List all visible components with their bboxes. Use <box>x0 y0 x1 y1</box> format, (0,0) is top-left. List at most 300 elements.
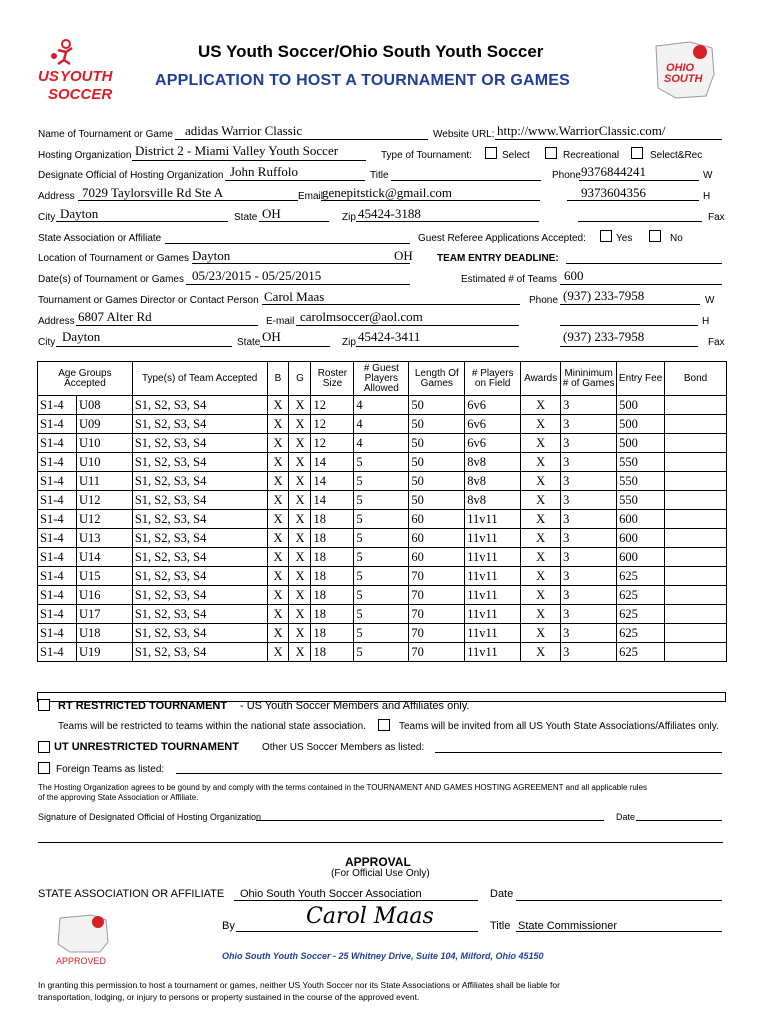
table-cell[interactable]: X <box>521 415 561 434</box>
table-cell[interactable]: X <box>521 643 561 662</box>
estimated-field[interactable]: 600 <box>564 268 584 283</box>
signature-label: Signature of Designated Official of Hosting Organization <box>38 812 261 822</box>
logo-south: SOUTH <box>664 73 703 85</box>
table-cell[interactable]: 11v11 <box>465 548 521 567</box>
table-row <box>38 567 727 586</box>
table-cell[interactable]: X <box>267 567 289 586</box>
table-cell[interactable]: X <box>521 529 561 548</box>
disclaimer-2: transportation, lodging, or injury to persons or property sustained in the course of the approved event. <box>38 992 420 1002</box>
h-label-2: H <box>702 316 710 327</box>
hosting-org-label: Hosting Organization <box>38 150 132 161</box>
table-cell[interactable]: U14 <box>76 548 132 567</box>
table-cell[interactable]: 8v8 <box>465 453 521 472</box>
signature-date-label: Date <box>616 812 636 822</box>
table-cell[interactable]: 600 <box>617 529 665 548</box>
table-cell[interactable]: 18 <box>311 510 354 529</box>
table-cell[interactable]: X <box>289 567 311 586</box>
table-cell[interactable]: S1-4 <box>38 586 77 605</box>
table-cell[interactable]: 5 <box>354 472 409 491</box>
table-cell[interactable]: 50 <box>409 491 465 510</box>
referee-yes-checkbox[interactable] <box>600 230 612 242</box>
table-cell[interactable]: 550 <box>617 491 665 510</box>
rt-desc: - US Youth Soccer Members and Affiliates only. <box>240 700 470 712</box>
dates-label: Date(s) of Tournament or Games <box>38 274 184 285</box>
hosting-org-field[interactable]: District 2 - Miami Valley Youth Soccer <box>135 143 339 158</box>
us-youth-soccer-logo <box>38 38 118 106</box>
director-zip-field[interactable]: 45424-3411 <box>358 329 421 344</box>
table-cell[interactable]: 3 <box>561 586 617 605</box>
address-field[interactable]: 7029 Taylorsville Rd Ste A <box>82 185 224 200</box>
approval-state-field[interactable]: Ohio South Youth Soccer Association <box>240 888 422 900</box>
table-cell[interactable]: X <box>521 586 561 605</box>
table-cell[interactable]: X <box>289 529 311 548</box>
table-cell[interactable] <box>665 434 727 453</box>
col-entry-fee: Entry Fee <box>617 362 665 396</box>
table-cell[interactable]: 600 <box>617 510 665 529</box>
table-cell[interactable]: X <box>289 548 311 567</box>
table-cell[interactable] <box>665 415 727 434</box>
estimated-label: Estimated # of Teams <box>461 274 557 285</box>
table-cell[interactable]: 11v11 <box>465 567 521 586</box>
agreement-text: The Hosting Organization agrees to be gound by and comply with the terms contained in the TOURNAMENT AND GAMES HOSTING AGREEMENT and all applicable rules <box>38 783 648 792</box>
table-cell[interactable]: 5 <box>354 510 409 529</box>
table-cell[interactable]: 5 <box>354 548 409 567</box>
table-cell[interactable]: 3 <box>561 624 617 643</box>
type-select-rec-checkbox[interactable] <box>631 147 643 159</box>
type-select-label: Select <box>502 150 530 161</box>
email-field[interactable]: genepitstick@gmail.com <box>322 185 453 200</box>
table-cell[interactable]: X <box>289 624 311 643</box>
approval-state-label: STATE ASSOCIATION OR AFFILIATE <box>38 888 225 900</box>
table-cell[interactable] <box>665 624 727 643</box>
location-state-field[interactable]: OH <box>394 248 413 263</box>
tournament-name-label: Name of Tournament or Game <box>38 129 173 140</box>
city-field[interactable]: Dayton <box>60 206 99 221</box>
table-cell[interactable]: X <box>521 605 561 624</box>
director-fax-field[interactable]: (937) 233-7958 <box>563 329 645 344</box>
table-cell[interactable]: S1, S2, S3, S4 <box>132 472 267 491</box>
phone-label-2: Phone <box>529 295 558 306</box>
approval-subtitle: (For Official Use Only) <box>331 868 430 879</box>
table-cell[interactable]: 60 <box>409 529 465 548</box>
table-cell[interactable]: 5 <box>354 643 409 662</box>
approved-text: APPROVED <box>56 956 107 966</box>
table-cell[interactable]: S1-4 <box>38 453 77 472</box>
col-length: Length Of Games <box>409 362 465 396</box>
approval-signature: Carol Maas <box>306 904 434 929</box>
table-cell[interactable]: 3 <box>561 491 617 510</box>
table-cell[interactable]: 625 <box>617 567 665 586</box>
table-cell[interactable]: 18 <box>311 529 354 548</box>
table-cell[interactable]: S1, S2, S3, S4 <box>132 453 267 472</box>
table-cell[interactable]: S1-4 <box>38 415 77 434</box>
location-field[interactable]: Dayton <box>192 248 231 263</box>
table-cell[interactable]: U11 <box>76 472 132 491</box>
w-label-2: W <box>705 295 715 306</box>
table-cell[interactable]: 5 <box>354 491 409 510</box>
table-cell[interactable]: X <box>521 567 561 586</box>
fax-label-2: Fax <box>708 337 725 348</box>
table-row <box>38 643 727 662</box>
table-cell[interactable]: X <box>267 396 289 415</box>
table-cell[interactable]: 3 <box>561 415 617 434</box>
table-row <box>38 624 727 643</box>
table-cell[interactable]: U13 <box>76 529 132 548</box>
table-cell[interactable]: X <box>289 586 311 605</box>
director-state-field[interactable]: OH <box>262 329 281 344</box>
table-cell[interactable]: X <box>521 548 561 567</box>
designate-label: Designate Official of Hosting Organization <box>38 170 224 181</box>
table-cell[interactable]: S1-4 <box>38 434 77 453</box>
table-row <box>38 529 727 548</box>
table-cell[interactable] <box>665 453 727 472</box>
table-cell[interactable]: X <box>521 624 561 643</box>
zip-label: Zip <box>342 212 356 223</box>
table-cell[interactable] <box>665 548 727 567</box>
table-cell[interactable]: 3 <box>561 510 617 529</box>
table-cell[interactable]: X <box>521 453 561 472</box>
table-cell[interactable]: 500 <box>617 396 665 415</box>
table-cell[interactable]: 11v11 <box>465 586 521 605</box>
table-cell[interactable]: 12 <box>311 415 354 434</box>
table-cell[interactable]: 12 <box>311 434 354 453</box>
table-cell[interactable]: 18 <box>311 567 354 586</box>
table-cell[interactable]: 60 <box>409 510 465 529</box>
table-cell[interactable]: S1, S2, S3, S4 <box>132 548 267 567</box>
table-cell[interactable]: S1, S2, S3, S4 <box>132 491 267 510</box>
table-cell[interactable]: S1, S2, S3, S4 <box>132 434 267 453</box>
dates-field[interactable]: 05/23/2015 - 05/25/2015 <box>192 268 322 283</box>
table-row <box>38 491 727 510</box>
table-cell[interactable]: S1-4 <box>38 472 77 491</box>
table-cell[interactable]: 50 <box>409 472 465 491</box>
address-label: Address <box>38 191 75 202</box>
table-cell[interactable] <box>665 510 727 529</box>
table-cell[interactable]: 600 <box>617 548 665 567</box>
table-cell[interactable] <box>665 472 727 491</box>
table-cell[interactable]: 11v11 <box>465 624 521 643</box>
table-cell[interactable]: 3 <box>561 643 617 662</box>
table-cell[interactable]: 8v8 <box>465 491 521 510</box>
table-cell[interactable] <box>665 491 727 510</box>
table-cell[interactable] <box>665 567 727 586</box>
table-cell[interactable]: 50 <box>409 396 465 415</box>
website-label: Website URL: <box>433 129 495 140</box>
table-cell[interactable]: 625 <box>617 624 665 643</box>
director-field[interactable]: Carol Maas <box>264 289 325 304</box>
org-title: US Youth Soccer/Ohio South Youth Soccer <box>198 42 544 61</box>
table-cell[interactable]: 70 <box>409 624 465 643</box>
table-cell[interactable]: 3 <box>561 605 617 624</box>
table-cell[interactable]: U10 <box>76 434 132 453</box>
table-cell[interactable]: S1, S2, S3, S4 <box>132 624 267 643</box>
foreign-label: Foreign Teams as listed: <box>56 764 165 775</box>
table-cell[interactable]: X <box>521 510 561 529</box>
type-select-rec-label: Select&Rec <box>650 150 703 161</box>
ut-title: UT UNRESTRICTED TOURNAMENT <box>54 741 239 753</box>
table-cell[interactable]: X <box>267 491 289 510</box>
table-cell[interactable]: X <box>521 396 561 415</box>
table-cell[interactable]: S1-4 <box>38 529 77 548</box>
table-cell[interactable]: X <box>267 605 289 624</box>
table-cell[interactable]: X <box>289 643 311 662</box>
table-cell[interactable]: S1-4 <box>38 567 77 586</box>
designate-field[interactable]: John Ruffolo <box>230 164 299 179</box>
table-row <box>38 510 727 529</box>
table-cell[interactable]: X <box>267 434 289 453</box>
col-guest: # Guest Players Allowed <box>354 362 409 396</box>
table-cell[interactable]: 5 <box>354 624 409 643</box>
type-label: Type of Tournament: <box>381 150 472 161</box>
table-row <box>38 586 727 605</box>
referee-no-label: No <box>670 233 683 244</box>
table-cell[interactable]: X <box>521 491 561 510</box>
table-cell[interactable]: 18 <box>311 643 354 662</box>
age-group-table <box>37 361 727 662</box>
type-recreational-checkbox[interactable] <box>545 147 557 159</box>
table-cell[interactable]: 14 <box>311 453 354 472</box>
table-cell[interactable]: 70 <box>409 586 465 605</box>
table-cell[interactable]: U09 <box>76 415 132 434</box>
table-cell[interactable]: X <box>267 643 289 662</box>
table-cell[interactable]: S1-4 <box>38 624 77 643</box>
table-cell[interactable]: U17 <box>76 605 132 624</box>
table-cell[interactable]: X <box>267 529 289 548</box>
table-cell[interactable]: S1, S2, S3, S4 <box>132 529 267 548</box>
table-cell[interactable]: 14 <box>311 472 354 491</box>
table-cell[interactable]: 18 <box>311 548 354 567</box>
table-cell[interactable]: X <box>267 415 289 434</box>
table-cell[interactable]: U10 <box>76 453 132 472</box>
table-cell[interactable]: X <box>267 548 289 567</box>
table-cell[interactable]: X <box>289 510 311 529</box>
director-city-field[interactable]: Dayton <box>62 329 101 344</box>
table-cell[interactable]: X <box>267 624 289 643</box>
table-cell[interactable]: U08 <box>76 396 132 415</box>
table-cell[interactable]: 70 <box>409 605 465 624</box>
table-cell[interactable]: 4 <box>354 396 409 415</box>
table-cell[interactable]: 625 <box>617 586 665 605</box>
table-cell[interactable]: X <box>289 415 311 434</box>
table-cell[interactable]: X <box>289 396 311 415</box>
table-cell[interactable]: X <box>289 491 311 510</box>
table-cell[interactable]: S1, S2, S3, S4 <box>132 586 267 605</box>
table-cell[interactable]: 500 <box>617 434 665 453</box>
table-cell[interactable]: 625 <box>617 605 665 624</box>
col-team-types: Type(s) of Team Accepted <box>132 362 267 396</box>
table-cell[interactable] <box>665 586 727 605</box>
agreement-text-2: of the approving State Association or Affiliate. <box>38 793 199 802</box>
director-label: Tournament or Games Director or Contact Person <box>38 295 259 306</box>
table-cell[interactable]: 60 <box>409 548 465 567</box>
table-cell[interactable]: S1, S2, S3, S4 <box>132 415 267 434</box>
table-cell[interactable]: 18 <box>311 624 354 643</box>
ohio-south-stamp-icon <box>52 912 112 954</box>
col-age-groups: Age Groups Accepted <box>38 362 133 396</box>
table-row <box>38 453 727 472</box>
table-cell[interactable]: S1-4 <box>38 605 77 624</box>
table-cell[interactable]: 5 <box>354 453 409 472</box>
table-cell[interactable] <box>665 529 727 548</box>
col-players: # Players on Field <box>465 362 521 396</box>
logo-ohio: OHIO <box>666 62 695 74</box>
section-divider <box>38 842 723 843</box>
table-cell[interactable]: 3 <box>561 548 617 567</box>
table-row <box>38 605 727 624</box>
table-cell[interactable]: 14 <box>311 491 354 510</box>
table-cell[interactable]: 70 <box>409 567 465 586</box>
table-cell[interactable]: S1, S2, S3, S4 <box>132 396 267 415</box>
location-label: Location of Tournament or Games <box>38 253 190 264</box>
table-cell[interactable]: 5 <box>354 567 409 586</box>
table-cell[interactable]: S1, S2, S3, S4 <box>132 605 267 624</box>
phone-label: Phone <box>552 170 581 181</box>
director-phone-field[interactable]: (937) 233-7958 <box>563 288 645 303</box>
table-cell[interactable]: X <box>289 605 311 624</box>
table-cell[interactable]: 625 <box>617 643 665 662</box>
rt-checkbox[interactable] <box>38 699 50 711</box>
approval-title: APPROVAL <box>345 855 411 869</box>
table-cell[interactable]: X <box>267 472 289 491</box>
approval-title-label: Title <box>490 920 511 932</box>
table-cell[interactable]: S1-4 <box>38 510 77 529</box>
table-cell[interactable]: 70 <box>409 643 465 662</box>
table-cell[interactable]: S1-4 <box>38 491 77 510</box>
ohio-south-logo <box>650 40 718 102</box>
table-cell[interactable]: 550 <box>617 472 665 491</box>
table-cell[interactable]: S1-4 <box>38 548 77 567</box>
form-title: APPLICATION TO HOST A TOURNAMENT OR GAMES <box>155 72 571 89</box>
director-address-field[interactable]: 6807 Alter Rd <box>78 309 152 324</box>
table-cell[interactable]: X <box>267 453 289 472</box>
phone-work-field[interactable]: 9376844241 <box>581 164 646 179</box>
logo-text-youth: YOUTH <box>60 68 113 85</box>
table-cell[interactable]: 3 <box>561 434 617 453</box>
state-label-2: State <box>237 337 261 348</box>
table-cell[interactable]: 4 <box>354 415 409 434</box>
w-label: W <box>703 170 713 181</box>
foreign-checkbox[interactable] <box>38 762 50 774</box>
table-cell[interactable]: S1, S2, S3, S4 <box>132 510 267 529</box>
address-label-2: Address <box>38 316 75 327</box>
table-cell[interactable]: 6v6 <box>465 415 521 434</box>
table-cell[interactable]: 3 <box>561 567 617 586</box>
table-cell[interactable]: U18 <box>76 624 132 643</box>
tournament-name-field[interactable]: adidas Warrior Classic <box>185 123 303 138</box>
table-cell[interactable]: U19 <box>76 643 132 662</box>
footer-address: Ohio South Youth Soccer - 25 Whitney Drive, Suite 104, Milford, Ohio 45150 <box>222 951 544 961</box>
table-cell[interactable]: 11v11 <box>465 510 521 529</box>
table-cell[interactable]: 5 <box>354 529 409 548</box>
table-cell[interactable]: 11v11 <box>465 529 521 548</box>
table-cell[interactable]: 500 <box>617 415 665 434</box>
referee-no-checkbox[interactable] <box>649 230 661 242</box>
table-cell[interactable]: 3 <box>561 472 617 491</box>
table-cell[interactable]: 4 <box>354 434 409 453</box>
title-label: Title <box>370 170 389 181</box>
table-cell[interactable]: 5 <box>354 605 409 624</box>
ut-checkbox[interactable] <box>38 741 50 753</box>
state-field[interactable]: OH <box>262 206 281 221</box>
col-min-games: Mininimum # of Games <box>561 362 617 396</box>
zip-field[interactable]: 45424-3188 <box>358 206 421 221</box>
zip-label-2: Zip <box>342 337 356 348</box>
referee-label: Guest Referee Applications Accepted: <box>418 233 586 244</box>
table-cell[interactable]: X <box>289 472 311 491</box>
table-cell[interactable]: U16 <box>76 586 132 605</box>
website-field[interactable]: http://www.WarriorClassic.com/ <box>497 123 666 138</box>
col-g: G <box>289 362 311 396</box>
table-cell[interactable]: S1, S2, S3, S4 <box>132 567 267 586</box>
table-cell[interactable]: 3 <box>561 396 617 415</box>
table-cell[interactable]: S1-4 <box>38 643 77 662</box>
table-cell[interactable]: 50 <box>409 434 465 453</box>
table-cell[interactable]: U12 <box>76 510 132 529</box>
type-select-checkbox[interactable] <box>485 147 497 159</box>
table-cell[interactable]: 550 <box>617 453 665 472</box>
city-label-2: City <box>38 337 56 348</box>
director-email-field[interactable]: carolmsoccer@aol.com <box>300 309 423 324</box>
table-cell[interactable] <box>665 643 727 662</box>
table-cell[interactable]: S1-4 <box>38 396 77 415</box>
ut-desc: Other US Soccer Members as listed: <box>262 742 425 753</box>
col-b: B <box>267 362 289 396</box>
table-cell[interactable]: 3 <box>561 529 617 548</box>
table-cell[interactable]: 12 <box>311 396 354 415</box>
table-cell[interactable]: X <box>267 586 289 605</box>
table-cell[interactable]: X <box>289 453 311 472</box>
table-cell[interactable]: 50 <box>409 415 465 434</box>
table-cell[interactable]: 50 <box>409 453 465 472</box>
referee-yes-label: Yes <box>616 233 633 244</box>
table-row <box>38 548 727 567</box>
rt-option-2-checkbox[interactable] <box>378 719 390 731</box>
table-cell[interactable]: 6v6 <box>465 396 521 415</box>
approval-date-label: Date <box>490 888 514 900</box>
table-cell[interactable]: 6v6 <box>465 434 521 453</box>
table-cell[interactable]: S1, S2, S3, S4 <box>132 643 267 662</box>
table-cell[interactable]: X <box>289 434 311 453</box>
table-cell[interactable]: X <box>521 434 561 453</box>
approval-title-field[interactable]: State Commissioner <box>518 920 618 932</box>
logo-text-soccer: SOCCER <box>48 86 113 103</box>
phone-home-field[interactable]: 9373604356 <box>581 185 646 200</box>
table-row <box>38 415 727 434</box>
rt-option-1: Teams will be restricted to teams within the national state association. <box>58 721 366 732</box>
table-cell[interactable]: X <box>267 510 289 529</box>
deadline-label: TEAM ENTRY DEADLINE: <box>437 253 559 264</box>
table-cell[interactable]: 11v11 <box>465 643 521 662</box>
type-recreational-label: Recreational <box>563 150 620 161</box>
email-label: Email <box>298 191 324 202</box>
table-cell[interactable]: U12 <box>76 491 132 510</box>
col-awards: Awards <box>521 362 561 396</box>
rt-title: RT RESTRICTED TOURNAMENT <box>58 700 228 712</box>
table-cell[interactable]: 3 <box>561 453 617 472</box>
state-label: State <box>234 212 258 223</box>
table-cell[interactable]: 11v11 <box>465 605 521 624</box>
table-cell[interactable]: 18 <box>311 605 354 624</box>
table-cell[interactable]: U15 <box>76 567 132 586</box>
h-label: H <box>703 191 711 202</box>
table-cell[interactable] <box>665 396 727 415</box>
table-cell[interactable]: 8v8 <box>465 472 521 491</box>
table-cell[interactable]: X <box>521 472 561 491</box>
table-cell[interactable]: 5 <box>354 586 409 605</box>
city-label: City <box>38 212 56 223</box>
table-cell[interactable]: 18 <box>311 586 354 605</box>
table-cell[interactable] <box>665 605 727 624</box>
